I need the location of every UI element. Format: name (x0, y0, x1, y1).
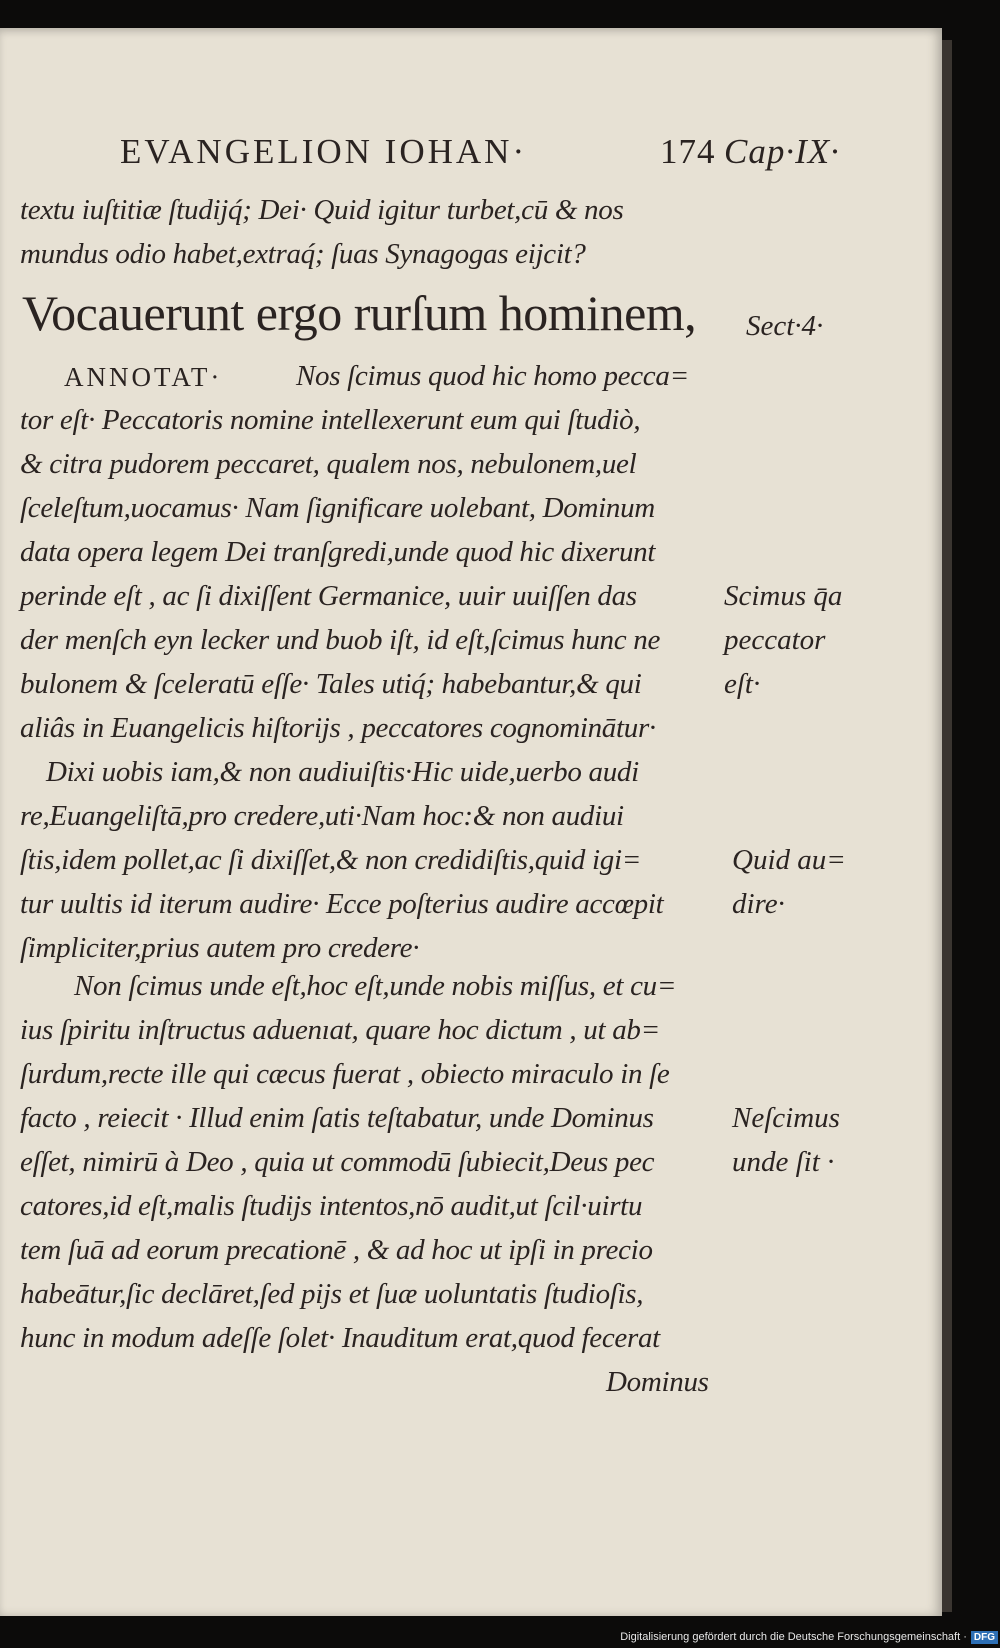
text-line: ſceleſtum,uocamus· Nam ſignificare uolebant, Dominum (20, 492, 655, 524)
text-line: mundus odio habet,extraq́; ſuas Synagogas eijcit? (20, 238, 586, 270)
marginal-note-line: eſt· (724, 668, 761, 700)
text-line: Dixi uobis iam,& non audiuiſtis·Hic uide,uerbo audi (46, 756, 639, 788)
annotation-label: ANNOTAT· (64, 362, 223, 392)
book-page (0, 28, 942, 1616)
marginal-note-line: Neſcimus (732, 1102, 840, 1134)
marginal-note-line: dire· (732, 888, 785, 920)
text-line: textu iuſtitiæ ſtudijq́; Dei· Quid igitur turbet,cū & nos (20, 194, 624, 226)
text-line: facto , reiecit · Illud enim ſatis teſtabatur, unde Dominus (20, 1102, 654, 1134)
text-line: & citra pudorem peccaret, qualem nos, nebulonem,uel (20, 448, 637, 480)
text-line: ſimpliciter,prius autem pro credere· (20, 932, 420, 964)
text-line: tor eſt· Peccatoris nomine intellexerunt eum qui ſtudiò, (20, 404, 641, 436)
footer-credit (600, 1631, 998, 1646)
text-line: aliâs in Euangelicis hiſtorijs , peccatores cognominātur· (20, 712, 656, 744)
text-line: data opera legem Dei tranſgredi,unde quod hic dixerunt (20, 536, 656, 568)
text-line: catores,id eſt,malis ſtudijs intentos,nō audit,ut ſcil·uirtu (20, 1190, 643, 1222)
text-line: tur uultis id iterum audire· Ecce poſterius audire accœpit (20, 888, 664, 920)
text-line: ſtis,idem pollet,ac ſi dixiſſet,& non credidiſtis,quid igi= (20, 844, 642, 876)
text-line: hunc in modum adeſſe ſolet· Inauditum erat,quod fecerat (20, 1322, 660, 1354)
dfg-logo: DFG (971, 1631, 998, 1644)
marginal-note-line: Scimus q̄a (724, 580, 843, 612)
page-number: 174 (660, 132, 716, 171)
lemma-heading: Vocauerunt ergo rurſum hominem, (22, 285, 697, 341)
text-line: bulonem & ſceleratū eſſe· Tales utiq́; habebantur,& qui (20, 668, 642, 700)
page-edge-shadow (942, 40, 952, 1612)
text-line: Nos ſcimus quod hic homo pecca= (296, 360, 689, 392)
footer-text: Digitalisierung gefördert durch die Deutsche Forschungsgemeinschaft · (620, 1631, 967, 1643)
marginal-note-line: unde ſit · (732, 1146, 835, 1178)
text-line: perinde eſt , ac ſi dixiſſent Germanice, uuir uuiſſen das (20, 580, 637, 612)
section-marker: Sect·4· (746, 310, 824, 342)
text-line: re,Euangeliſtā,pro credere,uti·Nam hoc:& non audiui (20, 800, 624, 832)
catchword: Dominus (606, 1366, 709, 1398)
text-line: ius ſpiritu inſtructus aduenıat, quare hoc dictum , ut ab= (20, 1014, 660, 1046)
running-title: EVANGELION IOHAN· (120, 132, 528, 171)
marginal-note-line: Quid au= (732, 844, 846, 876)
chapter-heading: Cap·IX· (724, 132, 840, 171)
text-line: habeātur,ſic declāret,ſed pijs et ſuæ uoluntatis ſtudioſis, (20, 1278, 644, 1310)
text-line: Non ſcimus unde eſt,hoc eſt,unde nobis miſſus, et cu= (74, 970, 677, 1002)
text-line: tem ſuā ad eorum precationē , & ad hoc ut ipſi in precio (20, 1234, 653, 1266)
text-line: der menſch eyn lecker und buob iſt, id eſt,ſcimus hunc ne (20, 624, 661, 656)
text-line: eſſet, nimirū à Deo , quia ut commodū ſubiecit,Deus pec (20, 1146, 655, 1178)
text-line: ſurdum,recte ille qui cæcus fuerat , obiecto miraculo in ſe (20, 1058, 670, 1090)
marginal-note-line: peccator (724, 624, 826, 656)
